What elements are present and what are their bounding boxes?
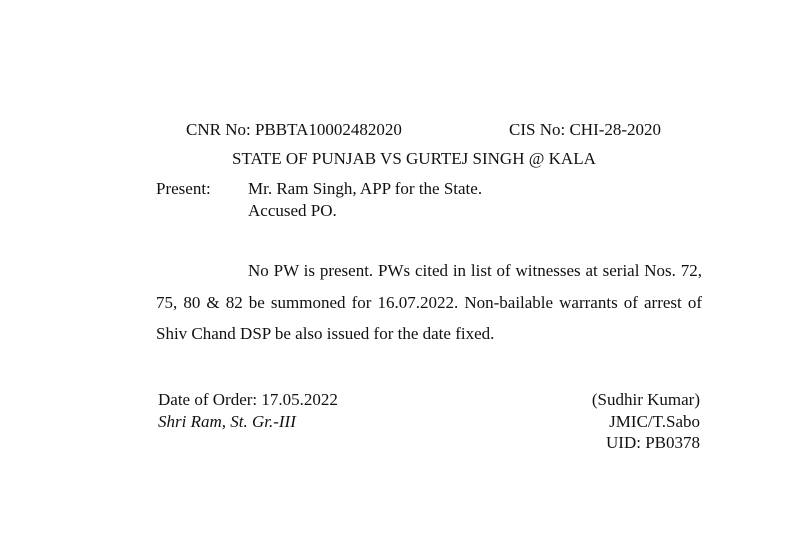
clerk-name: Shri Ram, St. Gr.-III	[158, 412, 296, 431]
case-title: STATE OF PUNJAB VS GURTEJ SINGH @ KALA	[232, 149, 596, 168]
cis-number: CIS No: CHI-28-2020	[509, 120, 662, 139]
judge-uid: UID: PB0378	[606, 433, 700, 452]
order-body: No PW is present. PWs cited in list of witnesses at serial Nos. 72, 75, 80 & 82 be summoned for 16.07.2022. Non-bailable warrants of arrest of Shiv Chand DSP be also issued for the date fixed.	[156, 261, 702, 343]
present-line-2: Accused PO.	[248, 201, 337, 220]
present-line-1: Mr. Ram Singh, APP for the State.	[248, 179, 483, 198]
present-label: Present:	[156, 179, 211, 198]
judge-post: JMIC/T.Sabo	[609, 412, 700, 431]
date-of-order: Date of Order: 17.05.2022	[158, 390, 338, 409]
cnr-number: CNR No: PBBTA10002482020	[186, 120, 402, 139]
judge-name: (Sudhir Kumar)	[591, 390, 700, 409]
